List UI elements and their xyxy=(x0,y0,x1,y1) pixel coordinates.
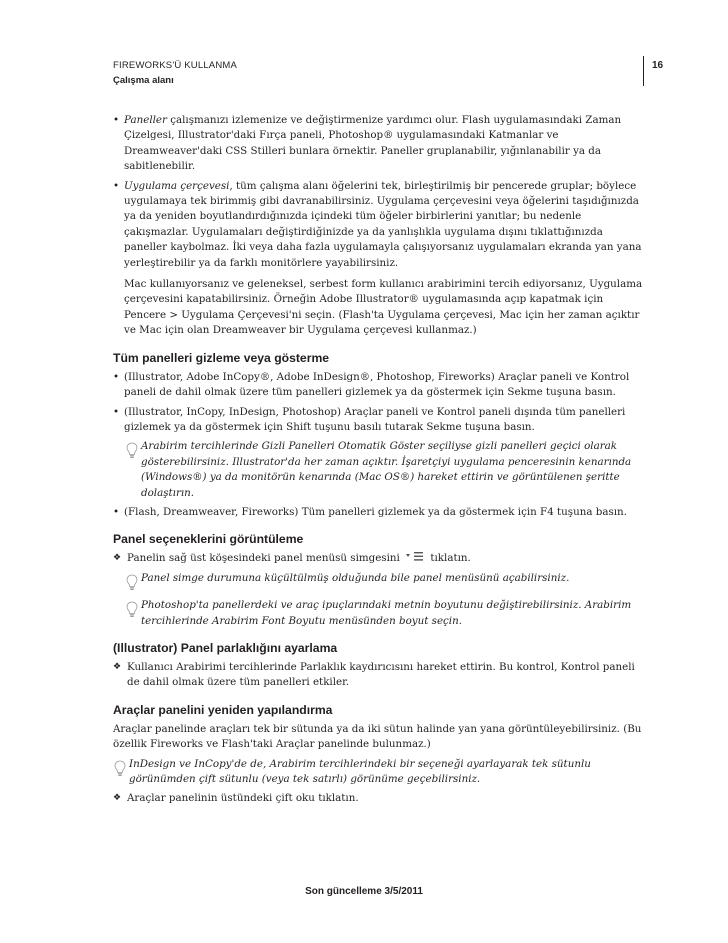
tip-note xyxy=(113,757,643,788)
header-divider xyxy=(643,56,644,86)
header-title: FIREWORKS'Ü KULLANMA xyxy=(113,60,238,71)
list-item xyxy=(113,113,643,175)
tip-text: Arabirim tercihlerinde Gizli Panelleri Otomatik Göster seçiliyse gizli panelleri geçici olarak gösterebilirsiniz. Illustrator'da her zaman açıktır. İşaretçiyi uygulama penceresinin kenarında (Windows®) ya da monitörün kenarında (Mac OS®) hareket ettirin ve görüntülenen şeritte dolaştırın. xyxy=(141,440,632,499)
bullet-glyph: • xyxy=(113,505,120,518)
tip-note xyxy=(125,439,643,501)
panel-menu-icon xyxy=(405,551,425,562)
bullet-glyph: • xyxy=(113,179,120,192)
tip-text: InDesign ve InCopy'de de, Arabirim tercihlerindeki bir seçeneği ayarlayarak tek sütunlu görünümden çift sütunlu (veya tek satırlı) görünüme geçebilirsiniz. xyxy=(129,757,591,785)
list-item xyxy=(113,370,643,401)
step-item xyxy=(113,551,643,566)
tip-note xyxy=(125,571,643,586)
lightbulb-icon xyxy=(126,442,138,460)
diamond-glyph: ❖ xyxy=(113,553,122,564)
term-app-frame: Uygulama çerçevesi xyxy=(124,179,230,192)
bullet-glyph: • xyxy=(113,370,120,383)
lightbulb-icon xyxy=(114,760,126,778)
lightbulb-icon xyxy=(126,574,138,592)
list-item xyxy=(113,505,643,520)
step-text: Araçlar panelinin üstündeki çift oku tıklatın. xyxy=(127,792,359,805)
diamond-glyph: ❖ xyxy=(113,793,122,804)
list-item-text: (Flash, Dreamweaver, Fireworks) Tüm panelleri gizlemek ya da göstermek için F4 tuşuna basın. xyxy=(124,505,627,518)
step-item xyxy=(113,660,643,691)
bullet-glyph: • xyxy=(113,114,120,126)
bullet-glyph: • xyxy=(113,405,120,418)
diamond-glyph: ❖ xyxy=(113,661,122,672)
page-content xyxy=(113,113,643,811)
tip-text: Panel simge durumuna küçültülmüş olduğunda bile panel menüsünü açabilirsiniz. xyxy=(141,571,570,584)
list-item-text: (Illustrator, InCopy, InDesign, Photoshop) Araçlar paneli ve Kontrol paneli dışında tüm panelleri gizlemek ya da göstermek için Shift tuşunu basılı tutarak Sekme tuşuna basın. xyxy=(124,405,626,433)
tip-text: Photoshop'ta panellerdeki ve araç ipuçlarındaki metnin boyutunu değiştirebilirsiniz. Arabirim tercihlerinde Arabirim Font Boyutu menüsünden boyut seçin. xyxy=(141,599,632,627)
term-panels: Paneller xyxy=(124,114,167,126)
list-item xyxy=(113,405,643,436)
tip-note xyxy=(125,598,643,629)
step-text: Kullanıcı Arabirimi tercihlerinde Parlaklık kaydırıcısını hareket ettirin. Bu kontrol, Kontrol paneli de dahil olmak üzere tüm panelleri etkiler. xyxy=(127,660,635,689)
lightbulb-icon xyxy=(126,601,138,619)
page-footer: Son güncelleme 3/5/2011 xyxy=(305,886,423,897)
section-heading: Panel seçeneklerini görüntüleme xyxy=(113,532,304,547)
list-item xyxy=(113,179,643,271)
section-heading: (Illustrator) Panel parlaklığını ayarlama xyxy=(113,640,338,655)
list-item-text: çalışmanızı izlemenize ve değiştirmenize yardımcı olur. Flash uygulamasındaki Zaman Çizelgesi, Illustrator'daki Fırça paneli, Photoshop® uygulamasındaki Katmanlar ve Dreamweaver'daki CSS Stilleri bunlara örnektir. Paneller gruplanabilir, yığınlanabilir ya da sabitlenebilir. xyxy=(124,114,622,173)
section-heading: Tüm panelleri gizleme veya gösterme xyxy=(113,350,330,365)
mac-paragraph: Mac kullanıyorsanız ve geleneksel, serbest form kullanıcı arabirimini tercih ediyorsanız, Uygulama çerçevesini kapatabilirsiniz. Örneğin Adobe Illustrator® uygulamasında açıp kapatmak için Pencere > Uygulama Çerçevesi'ni seçin. (Flash'ta Uygulama çerçevesi, Mac için her zaman açıktır ve Mac için olan Dreamweaver bir Uygulama çerçevesi kullanmaz.) xyxy=(124,278,643,337)
page-number: 16 xyxy=(652,60,664,71)
list-item-text: (Illustrator, Adobe InCopy®, Adobe InDesign®, Photoshop, Fireworks) Araçlar paneli ve Kontrol paneli de dahil olmak üzere tüm panelleri gizlemek ya da göstermek için Sekme tuşuna basın. xyxy=(124,370,630,399)
step-item xyxy=(113,791,643,806)
step-text-after: tıklatın. xyxy=(430,552,471,565)
list-item-text: , tüm çalışma alanı öğelerini tek, birleştirilmiş bir pencerede gruplar; böylece uygulamaya tek birimmiş gibi davranabilirsiniz. Uygulama çerçevesini veya öğelerini taşıdığınızda ya da yeniden boyutlandırdığınızda içindeki tüm öğeler birbirlerini yanıtlar; bu nedenle çakışmazlar. Uygulamaları değiştirdiğinizde ya da yanlışlıkla uygulama dışını tıklattığınızda paneller kaybolmaz. İki veya daha fazla uygulamayla çalışıyorsanız uygulamaları ekranda yan yana yerleştirebilir ya da farklı monitörlere yayabilirsiniz. xyxy=(124,179,642,269)
step-text-before: Panelin sağ üst köşesindeki panel menüsü simgesini xyxy=(127,552,400,565)
header-subtitle: Çalışma alanı xyxy=(113,75,174,86)
section-paragraph: Araçlar panelinde araçları tek bir sütunda ya da iki sütun halinde yan yana görüntüleyebilirsiniz. (Bu özellik Fireworks ve Flash'taki Araçlar panelinde bulunmaz.) xyxy=(113,722,642,751)
section-heading: Araçlar panelini yeniden yapılandırma xyxy=(113,702,333,717)
